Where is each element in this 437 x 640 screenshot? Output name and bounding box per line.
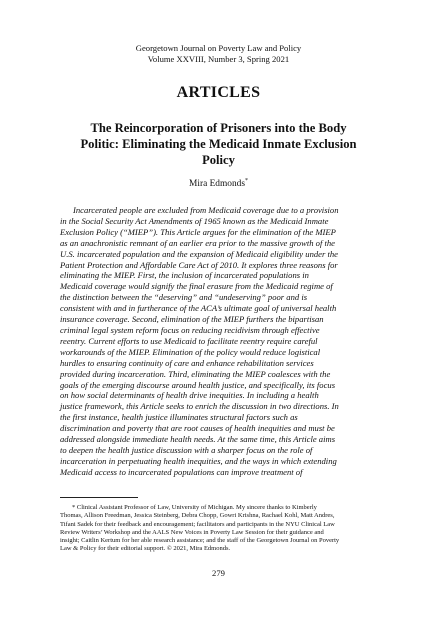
journal-name: Georgetown Journal on Poverty Law and Policy bbox=[135, 43, 302, 53]
footnote-divider bbox=[60, 497, 138, 498]
abstract-line: discrimination and poverty that are root causes of health inequities and must be bbox=[60, 423, 335, 434]
footnote-line: Law & Policy for their editorial support. © 2021, Mira Edmonds. bbox=[60, 545, 231, 553]
author-byline bbox=[0, 178, 437, 189]
footnote-line: Thomas, Allison Freedman, Jessica Steinberg, Debra Chopp, Gowri Krishna, Rachael Kohl, Matt Andres, bbox=[60, 512, 335, 520]
journal-header bbox=[0, 43, 437, 65]
abstract-line: on how social determinants of health drive inequities. In including a health bbox=[60, 390, 319, 401]
abstract-line: hurdles to ensuring continuity of care and enhance rehabilitation services bbox=[60, 357, 314, 368]
page-number: 279 bbox=[212, 568, 225, 578]
abstract-line: Medicaid access to incarcerated populations can improve treatment of bbox=[60, 466, 303, 477]
abstract-line: Medicaid coverage would signify the final erasure from the Medicaid regime of bbox=[60, 281, 333, 292]
author-name: Mira Edmonds bbox=[189, 179, 245, 190]
footnote-line: Review Writers’ Workshop and the AALS New Voices in Poverty Law Session for their guidance and bbox=[60, 528, 324, 536]
abstract-line: as an anachronistic remnant of an earlier era prior to the massive growth of the bbox=[60, 237, 335, 248]
abstract-line: Incarcerated people are excluded from Medicaid coverage due to a provision bbox=[73, 205, 339, 215]
abstract-line: justice framework, this Article seeks to enrich the discussion in two directions. In bbox=[60, 401, 339, 412]
footnote-line: Tifani Sadek for their feedback and encouragement; facilitators and participants in the NYU Clinical Law bbox=[60, 520, 335, 528]
journal-volume: Volume XXVIII, Number 3, Spring 2021 bbox=[147, 54, 290, 64]
author-footnote-mark: * bbox=[245, 178, 248, 184]
footnote-line: * Clinical Assistant Professor of Law, University of Michigan. My sincere thanks to Kimberly bbox=[72, 504, 317, 511]
abstract-line: the first instance, health justice illuminates structural factors such as bbox=[60, 412, 298, 423]
title-line: Policy bbox=[202, 153, 235, 167]
abstract-line: workarounds of the MIEP. Elimination of the policy would reduce logistical bbox=[60, 346, 321, 357]
abstract-line: Patient Protection and Affordable Care Act of 2010. It explores three reasons for bbox=[60, 259, 338, 270]
abstract-line: criminal legal system reform focus on reducing recidivism through effective bbox=[60, 324, 320, 335]
abstract-line: reentry. Current efforts to use Medicaid to facilitate reentry require careful bbox=[60, 335, 318, 346]
footnote bbox=[60, 504, 378, 554]
article-title bbox=[44, 120, 393, 168]
abstract-line: addressed alongside immediate health needs. At the same time, this Article aims bbox=[60, 434, 336, 445]
abstract-line: U.S. incarcerated population and the expansion of Medicaid eligibility under the bbox=[60, 248, 338, 259]
footnote-line: insight; Caitlin Kertum for her able research assistance; and the staff of the Georgetown Journal on Poverty bbox=[60, 537, 340, 545]
title-line: The Reincorporation of Prisoners into the Body bbox=[90, 121, 347, 135]
abstract-line: Exclusion Policy (“MIEP”). This Article argues for the elimination of the MIEP bbox=[60, 226, 336, 237]
title-line: Politic: Eliminating the Medicaid Inmate Exclusion bbox=[80, 137, 357, 151]
abstract-line: insurance coverage. Second, elimination of the MIEP furthers the bipartisan bbox=[60, 314, 324, 325]
abstract bbox=[60, 205, 378, 478]
abstract-line: incarceration in perpetuating health inequities, and the ways in which extending bbox=[60, 455, 337, 466]
abstract-line: the distinction between the “deserving” and “undeserving” poor and is bbox=[60, 292, 308, 303]
abstract-line: consistent with and in furtherance of the ACA’s ultimate goal of universal health bbox=[60, 303, 337, 314]
abstract-line: provided during incarceration. Third, eliminating the MIEP coalesces with the bbox=[60, 368, 331, 379]
section-heading: ARTICLES bbox=[176, 84, 261, 101]
abstract-line: goals of the emerging discourse around health justice, and specifically, its focus bbox=[60, 379, 336, 390]
abstract-line: in the Social Security Act Amendments of 1965 known as the Medicaid Inmate bbox=[60, 215, 329, 226]
abstract-line: to deepen the health justice discussion with a sharper focus on the role of bbox=[60, 444, 313, 455]
abstract-line: eliminating the MIEP. First, the inclusion of incarcerated populations in bbox=[60, 270, 309, 281]
